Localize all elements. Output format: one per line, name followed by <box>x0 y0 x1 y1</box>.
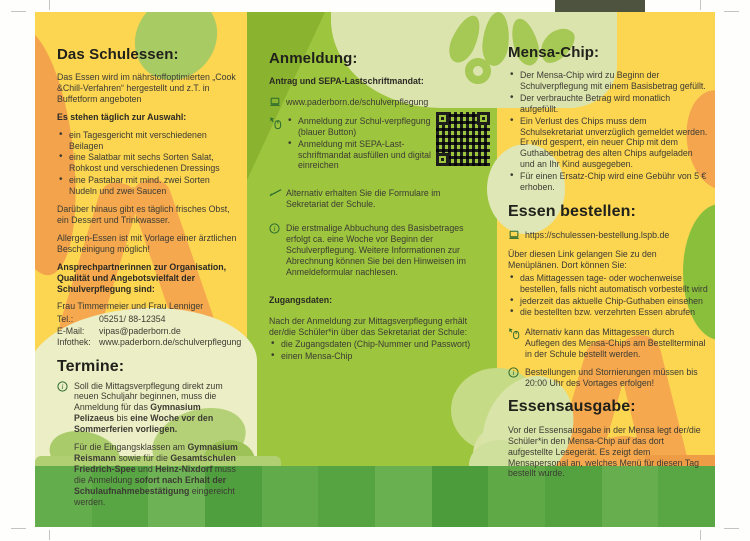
schulessen-intro: Das Essen wird im nährstoffoptimierten „Cook &Chill-Verfahren“ hergestellt und z.T. in Buffetform angeboten <box>57 72 236 104</box>
text-segment: Gymnasium Reismann <box>74 442 238 464</box>
list-item: • ein Tagesgericht mit verschiedenen Beilagen <box>57 130 240 152</box>
contact-heading: Ansprechpartnerinnen zur Organisation, Qualität und Angebotsvielfalt der Schulverpflegung sind: <box>57 261 227 294</box>
svg-text:i: i <box>61 381 64 391</box>
panel-anmeldung <box>247 12 497 478</box>
text-segment: sofort nach Erhalt der Schulaufnahmebestätigung <box>74 474 227 496</box>
text-segment: bis <box>114 413 131 424</box>
qr-finder <box>477 112 490 125</box>
panel-schulessen <box>35 12 247 507</box>
mensa-chip-title: Mensa-Chip: <box>508 44 600 61</box>
list-item: • eine Pastabar mit mind. zwei Sorten Nudeln und zwei Saucen <box>57 175 240 197</box>
termine-paragraph <box>74 381 223 435</box>
termine-note-2 <box>57 442 240 507</box>
sepa-subhead: Antrag und SEPA-Lastschriftmandat: <box>269 76 424 86</box>
text-segment: Heinz-Nixdorf <box>155 463 213 474</box>
text-segment: sowie für die <box>116 453 171 464</box>
anmeldung-url-link[interactable]: www.paderborn.de/schulverpflegung <box>286 96 429 107</box>
abbuchung-text: Die erstmalige Abbuchung des Basisbetrages erfolgt ca. eine Woche vor Beginn der Schulverpflegung. Weitere Informationen zur Abrechnung können Sie bei den Hinweisen im Anmeldeformular nachlesen. <box>286 223 466 277</box>
bestellen-intro: Über diesen Link gelangen Sie zu den Menüplänen. Dort können Sie: <box>508 248 657 270</box>
contact-infothek-link[interactable]: www.paderborn.de/schulverpflegung <box>99 337 242 348</box>
bestellen-url-row <box>508 230 708 241</box>
svg-text:i: i <box>273 224 276 234</box>
bestellen-points-list <box>508 273 708 319</box>
contact-phone-row <box>57 314 240 325</box>
crop-mark <box>11 528 26 529</box>
text-segment: und <box>135 463 156 474</box>
contact-email-link[interactable]: vipas@paderborn.de <box>99 325 181 336</box>
list-item: • jederzeit das aktuelle Chip-Guthaben einsehen <box>508 296 708 307</box>
info-icon <box>269 223 280 234</box>
pencil-icon <box>269 188 282 197</box>
list-item: • Anmeldung mit SEPA-Last-schriftmandat ausfüllen und digital einreichen <box>286 139 438 172</box>
info-icon <box>508 367 519 378</box>
laptop-icon <box>269 97 281 108</box>
deadline-note <box>508 367 708 389</box>
termine-paragraph <box>74 442 238 507</box>
choices-list <box>57 130 240 197</box>
list-item: • Der verbrauchte Betrag wird monatlich aufgefüllt. <box>508 93 708 115</box>
fruit-note: Darüber hinaus gibt es täglich frisches Obst, ein Dessert und Trinkwasser. <box>57 204 230 225</box>
text-segment: eingereicht werden. <box>74 485 235 507</box>
crop-mark <box>724 11 739 12</box>
termine-note-1 <box>57 381 240 436</box>
text-segment: eine Woche vor den Sommerferien vorliegen. <box>74 413 214 435</box>
zugangsdaten-title: Zugangsdaten: <box>269 294 333 305</box>
list-item: • einen Mensa-Chip <box>269 351 483 362</box>
deadline-text: Bestellungen und Stornierungen müssen bis 20:00 Uhr des Vortages erfolgen! <box>525 367 698 388</box>
bestellen-url-link[interactable]: https://schulessen-bestellung.lspb.de <box>525 229 670 240</box>
contact-label: E-Mail: <box>57 325 85 336</box>
svg-text:i: i <box>512 368 515 378</box>
contact-infothek-row <box>57 337 240 348</box>
text-segment: Gymnasium Pelizaeus <box>74 402 201 424</box>
alternative-row <box>269 188 483 210</box>
text-segment: Gesamtschulen Friedrich-Spee <box>74 453 236 474</box>
list-item: • Anmeldung zur Schul-verpflegung (blauer Button) <box>286 116 438 138</box>
crop-mark <box>11 11 26 12</box>
allergy-note: Allergen-Essen ist mit Vorlage einer ärztlichen Bescheinigung möglich! <box>57 232 237 254</box>
laptop-icon <box>508 230 520 241</box>
zugangsdaten-intro: Nach der Anmeldung zur Mittagsverpflegung erhält der/die Schüler*in über das Sekretariat der Schule: <box>269 315 468 337</box>
qr-code <box>436 112 490 166</box>
text-segment: Soll die Mittagsverpflegung direkt zum neuen Schuljahr beginnen, muss die Anmeldung für das <box>74 380 223 413</box>
online-steps-list <box>286 116 438 172</box>
crop-mark <box>49 0 50 10</box>
crop-mark <box>724 528 739 529</box>
contact-email-row <box>57 326 240 337</box>
essensausgabe-text: Vor der Essensausgabe in der Mensa legt der/die Schüler*in den Mensa-Chip auf das dort aufgestellte Lesegerät. Es zeigt dem Mensapersonal an, welches Menü für diesen Tag bestellt wurde. <box>508 424 701 479</box>
panel-mensa-chip <box>497 12 715 478</box>
qr-finder <box>436 153 449 166</box>
choices-heading: Es stehen täglich zur Auswahl: <box>57 111 187 122</box>
contact-phone: 05251/ 88-12354 <box>99 314 166 325</box>
info-icon <box>57 381 68 392</box>
alternative-text: Alternativ erhalten Sie die Formulare im Sekretariat der Schule. <box>286 188 441 210</box>
qr-finder <box>436 112 449 125</box>
scan-edge-bar <box>555 0 645 12</box>
list-item: • die Zugangsdaten (Chip-Nummer und Passwort) <box>269 339 483 350</box>
list-item: • das Mittagessen tage- oder wochenweise bestellen, falls nicht automatisch vorbestellt wird <box>508 273 708 295</box>
crop-mark <box>49 530 50 540</box>
crop-mark <box>700 0 701 10</box>
schulessen-title: Das Schulessen: <box>57 46 179 63</box>
zugangsdaten-list <box>269 339 483 362</box>
list-item: • Für einen Ersatz-Chip wird eine Gebühr von 5 € erhoben. <box>508 171 708 193</box>
contact-label: Tel.: <box>57 314 74 325</box>
mouse-click-icon <box>269 116 282 130</box>
abbuchung-note <box>269 223 483 278</box>
text-segment: Für die Eingangsklassen am <box>74 442 188 453</box>
termine-title: Termine: <box>57 357 125 375</box>
chip-points-list <box>508 70 708 193</box>
list-item: • Ein Verlust des Chips muss dem Schulsekretariat unverzüglich gemeldet werden. Er wird gesperrt, ein neuer Chip mit dem Guthabenbetrag des alten Chips aufgeladen und an Ihr Kind ausgegeben. <box>508 116 708 171</box>
brochure-page <box>35 12 715 527</box>
list-item: • die bestellten bzw. verzehrten Essen abrufen <box>508 307 708 318</box>
terminal-alternative-text: Alternativ kann das Mittagessen durch Auflegen des Mensa-Chips am Bestellterminal in der Schule bestellt werden. <box>525 327 706 360</box>
anmeldung-title: Anmeldung: <box>269 50 358 67</box>
mouse-click-icon <box>508 327 520 340</box>
essensausgabe-title: Essensausgabe: <box>508 397 636 415</box>
list-item: • eine Salatbar mit sechs Sorten Salat, Rohkost und verschiedenen Dressings <box>57 152 240 174</box>
online-steps-wrap <box>269 116 483 172</box>
text-segment: muss die Anmeldung <box>74 463 236 485</box>
anmeldung-url-row <box>269 97 483 108</box>
essen-bestellen-title: Essen bestellen: <box>508 202 636 220</box>
list-item: • Der Mensa-Chip wird zu Beginn der Schulverpflegung mit einem Basisbetrag gefüllt. <box>508 70 708 92</box>
contact-label: Infothek: <box>57 337 91 348</box>
crop-mark <box>700 530 701 540</box>
contact-names: Frau Timmermeier und Frau Lenniger <box>57 301 204 312</box>
terminal-alternative-row <box>508 327 708 360</box>
